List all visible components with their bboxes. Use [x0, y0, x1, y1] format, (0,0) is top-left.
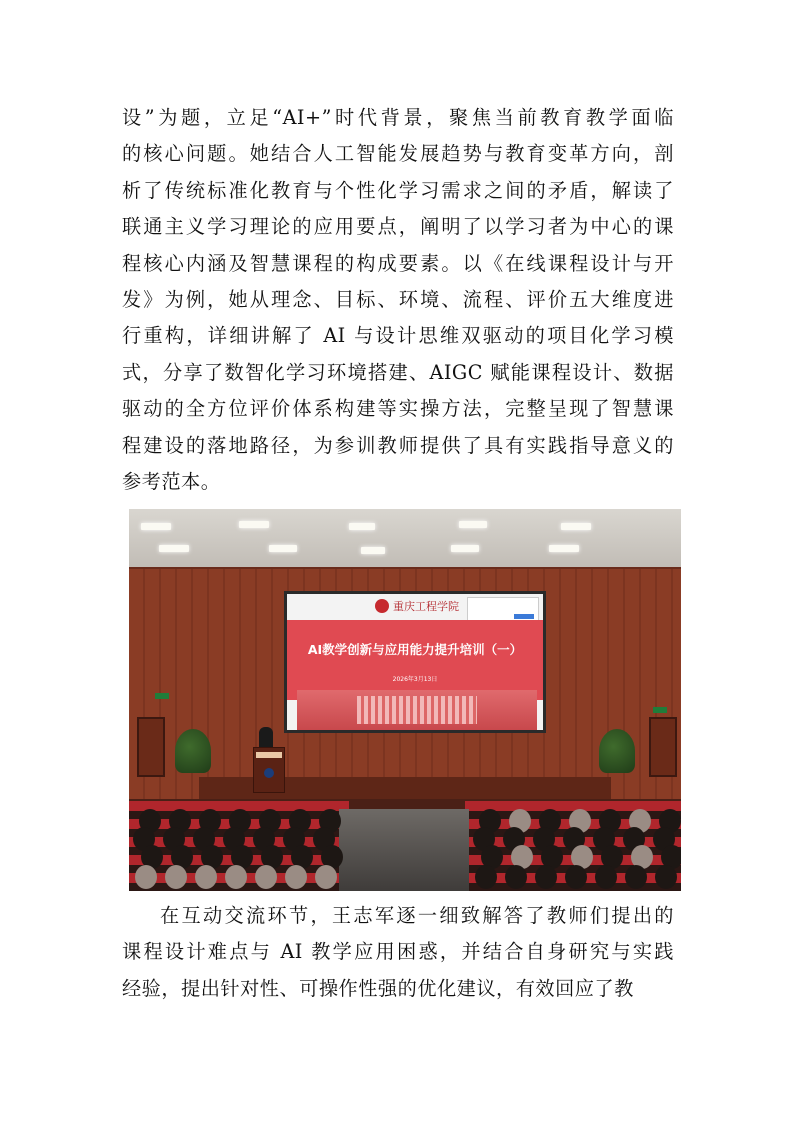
ceiling-light — [239, 521, 269, 528]
ceiling-light — [349, 523, 375, 530]
text-line: 式，分享了数智化学习环境搭建、AIGC 赋能课程设计、数据 — [122, 360, 674, 384]
podium-emblem-icon — [264, 768, 274, 778]
ceiling-light — [141, 523, 171, 530]
text-line: 程核心内涵及智慧课程的构成要素。以《在线课程设计与开 — [122, 251, 674, 275]
exit-sign-right-icon — [653, 707, 667, 713]
audience-head — [135, 865, 157, 889]
audience-head — [535, 865, 557, 889]
text-line: 联通主义学习理论的应用要点，阐明了以学习者为中心的课 — [122, 215, 674, 239]
text-line: 在互动交流环节，王志军逐一细致解答了教师们提出的 — [160, 904, 674, 927]
door-left — [137, 717, 165, 777]
screen-title: AI教学创新与应用能力提升培训（一） — [307, 642, 523, 657]
ceiling-light — [269, 545, 297, 552]
campus-building-image — [297, 690, 537, 730]
audience-head — [625, 865, 647, 889]
school-logo-icon — [375, 599, 389, 613]
ceiling-light — [459, 521, 487, 528]
audience-head — [165, 865, 187, 889]
screen-school-name: 重庆工程学院 — [393, 600, 459, 613]
audience-head — [315, 865, 337, 889]
potted-plant-right — [599, 729, 635, 773]
audience-head — [505, 865, 527, 889]
ceiling-light — [561, 523, 591, 530]
podium — [253, 747, 285, 793]
audience-head — [655, 865, 677, 889]
paragraph-interaction — [122, 898, 674, 1007]
ceiling-light — [451, 545, 479, 552]
text-line: 课程设计难点与 AI 教学应用困惑，并结合自身研究与实践 — [122, 940, 674, 964]
door-right — [649, 717, 677, 777]
audience-head — [225, 865, 247, 889]
text-line: 的核心问题。她结合人工智能发展趋势与教育变革方向，剖 — [122, 142, 674, 166]
potted-plant-left — [175, 729, 211, 773]
paragraph-lecture-content — [122, 100, 674, 500]
speaker-figure — [259, 727, 273, 749]
text-line: 程建设的落地路径，为参训教师提供了具有实践指导意义的 — [122, 433, 674, 457]
audience-head — [565, 865, 587, 889]
screen-red-band — [287, 620, 543, 700]
audience-head — [195, 865, 217, 889]
podium-sign — [256, 752, 282, 758]
projection-screen — [284, 591, 546, 733]
ceiling — [129, 509, 681, 573]
audience-head — [475, 865, 497, 889]
ceiling-light — [159, 545, 189, 552]
audience-head — [285, 865, 307, 889]
ceiling-light — [549, 545, 579, 552]
text-line: 行重构，详细讲解了 AI 与设计思维双驱动的项目化学习模 — [122, 324, 674, 348]
text-line: 参考范本。 — [122, 469, 221, 493]
ceiling-light — [361, 547, 385, 554]
exit-sign-left-icon — [155, 693, 169, 699]
screen-date: 2026年3月13日 — [392, 676, 438, 683]
text-line: 析了传统标准化教育与个性化学习需求之间的矛盾，解读了 — [122, 178, 674, 202]
center-aisle — [339, 809, 469, 891]
audience-head — [255, 865, 277, 889]
text-line: 发》为例，她从理念、目标、环境、流程、评价五大维度进 — [122, 287, 674, 311]
text-line: 经验，提出针对性、可操作性强的优化建议，有效回应了教 — [122, 976, 634, 1000]
text-line: 驱动的全方位评价体系构建等实操方法，完整呈现了智慧课 — [122, 397, 674, 421]
text-line: 设”为题，立足“AI+”时代背景，聚焦当前教育教学面临 — [122, 106, 674, 129]
audience-head — [595, 865, 617, 889]
lecture-hall-photo — [129, 509, 681, 891]
